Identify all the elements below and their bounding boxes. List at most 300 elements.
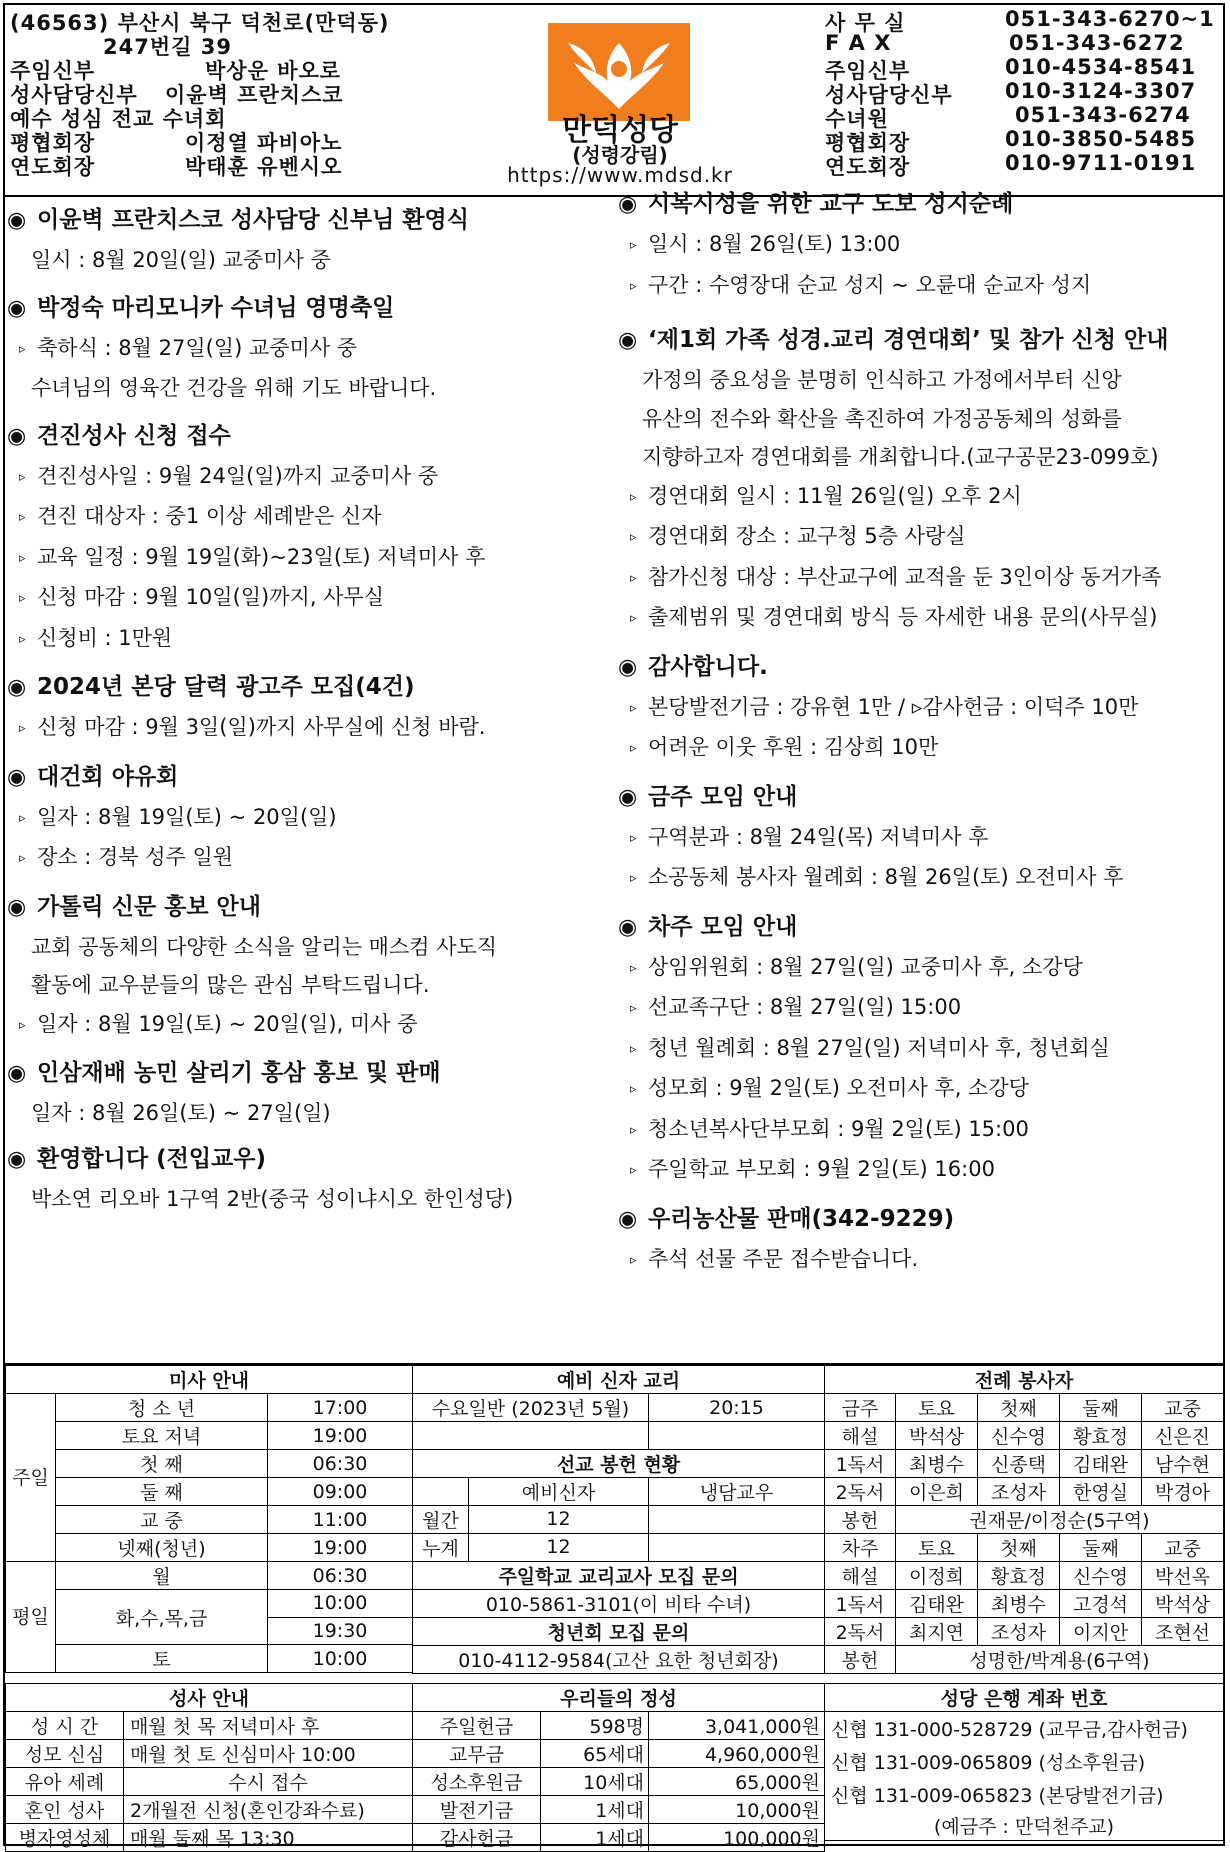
offering-label: 감사헌금 <box>413 1824 541 1852</box>
announcement-title <box>7 1139 607 1180</box>
bank-account: 신협 131-000-528729 (교무금,감사헌금) <box>825 1712 1224 1746</box>
mass-name: 화,수,목,금 <box>56 1590 268 1645</box>
announcement-line-text: 청년 월례회 : 8월 27일(일) 저녁미사 후, 청년회실 <box>648 1035 1110 1060</box>
mission-row-label: 누계 <box>413 1533 469 1561</box>
servers-role: 봉헌 <box>825 1506 896 1534</box>
header-right-label: 성사담당신부 <box>825 83 953 107</box>
servers-cell: 신수영 <box>978 1422 1060 1450</box>
sacrament-info: 매월 첫 토 신심미사 10:00 <box>124 1740 413 1768</box>
announcement-block <box>618 184 1218 306</box>
announcement-title-text: 견진성사 신청 접수 <box>37 422 231 449</box>
announcement-line <box>7 329 607 370</box>
announcement-title <box>618 907 1218 948</box>
servers-cell: 남수현 <box>1142 1450 1224 1478</box>
mass-name: 토 <box>56 1645 268 1673</box>
bullseye-icon: ◉ <box>7 894 27 920</box>
triangle-bullet-icon: ▹ <box>630 700 637 716</box>
triangle-bullet-icon: ▹ <box>19 469 26 485</box>
bank-accounts-table <box>824 1683 1224 1841</box>
announcement-block <box>7 200 607 280</box>
servers-cell: 최병수 <box>896 1450 978 1478</box>
offering-label: 성소후원금 <box>413 1768 541 1796</box>
bullseye-icon: ◉ <box>618 328 638 353</box>
servers-cell: 한영실 <box>1060 1478 1142 1506</box>
announcement-line <box>618 1150 1218 1191</box>
announcement-line-text: 상임위원회 : 8월 27일(일) 교중미사 후, 소강당 <box>648 954 1083 979</box>
announcement-block <box>7 667 607 749</box>
announcement-line <box>618 948 1218 989</box>
announcement-title <box>618 777 1218 818</box>
bank-holder: (예금주 : 만덕천주교) <box>825 1811 1224 1841</box>
announcements-right-column <box>618 184 1218 1280</box>
liturgy-servers-table <box>824 1365 1224 1674</box>
announcement-line <box>618 688 1218 729</box>
header-right-value: 010-3850-5485 <box>1005 127 1197 151</box>
servers-role: 2독서 <box>825 1618 896 1646</box>
servers-cell: 박석상 <box>896 1422 978 1450</box>
announcement-line <box>7 928 607 967</box>
bank-account: 신협 131-009-065823 (본당발전기금) <box>825 1778 1224 1811</box>
mission-col-header: 냉담교우 <box>649 1477 825 1505</box>
bullseye-icon: ◉ <box>7 764 27 790</box>
bulletin-header <box>5 5 1223 197</box>
catechism-class: 수요일반 (2023년 5월) <box>413 1394 649 1422</box>
mass-time: 06:30 <box>268 1450 413 1478</box>
offering-amount: 10,000원 <box>649 1796 825 1824</box>
servers-cell: 최병수 <box>978 1590 1060 1618</box>
servers-header: 토요 <box>896 1394 978 1422</box>
announcement-line <box>618 266 1218 307</box>
announcement-line <box>618 988 1218 1029</box>
sacrament-label: 혼인 성사 <box>6 1796 124 1824</box>
servers-role: 1독서 <box>825 1590 896 1618</box>
announcement-line-text: 일자 : 8월 19일(토) ~ 20일(일), 미사 중 <box>37 1011 418 1036</box>
announcement-title <box>7 288 607 329</box>
catechism-time: 20:15 <box>649 1394 825 1422</box>
mass-schedule-table <box>5 1365 413 1673</box>
bullseye-icon: ◉ <box>7 675 27 700</box>
announcement-line-text: 어려운 이웃 후원 : 김상희 10만 <box>648 735 939 759</box>
youth-contact: 010-4112-9584(고산 요한 청년회장) <box>413 1645 825 1673</box>
sacrament-info: 2개월전 신청(혼인강좌수료) <box>124 1796 413 1824</box>
sacrament-label: 성 시 간 <box>6 1712 124 1740</box>
servers-role: 해설 <box>825 1422 896 1450</box>
servers-cell: 김태완 <box>896 1590 978 1618</box>
announcement-line <box>618 438 1218 477</box>
header-left-label: 성사담당신부 <box>10 83 138 107</box>
mission-col-header: 예비신자 <box>469 1477 649 1505</box>
announcement-title <box>7 416 607 457</box>
church-subtitle: (성령강림) <box>572 143 668 167</box>
mass-name: 월 <box>56 1562 268 1590</box>
announcement-line <box>7 1094 607 1133</box>
sacrament-info: 매월 둘째 목 13:30 <box>124 1824 413 1852</box>
address-line-1: (46563) 부산시 북구 덕천로(만덕동) <box>10 11 390 35</box>
servers-header: 교중 <box>1142 1394 1224 1422</box>
triangle-bullet-icon: ▹ <box>630 489 637 505</box>
servers-cell: 신종택 <box>978 1450 1060 1478</box>
offering-count: 1세대 <box>541 1796 649 1824</box>
announcement-line-text: 일시 : 8월 26일(토) 13:00 <box>648 232 901 256</box>
announcement-line-text: 출제범위 및 경연대회 방식 등 자세한 내용 문의(사무실) <box>648 605 1158 629</box>
announcement-title-text: 2024년 본당 달력 광고주 모집(4건) <box>37 674 415 700</box>
announcement-line <box>618 1029 1218 1070</box>
announcement-title <box>618 1199 1218 1240</box>
sacraments-table <box>5 1683 413 1852</box>
header-right-label: 연도회장 <box>825 155 911 179</box>
mass-time: 17:00 <box>268 1394 413 1422</box>
announcement-block <box>7 1139 607 1219</box>
announcement-line <box>7 578 607 619</box>
mass-name: 청 소 년 <box>56 1394 268 1422</box>
header-right-value: 010-3124-3307 <box>1005 79 1197 103</box>
mass-name: 토요 저녁 <box>56 1422 268 1450</box>
announcement-line-text: 소공동체 봉사자 월례회 : 8월 26일(토) 오전미사 후 <box>648 865 1124 889</box>
bullseye-icon: ◉ <box>7 208 27 233</box>
announcement-title <box>618 320 1218 361</box>
announcement-line <box>7 838 607 879</box>
announcement-line-text: 지향하고자 경연대회를 개최합니다.(교구공문23-099호) <box>642 445 1159 469</box>
announcement-line-text: 일자 : 8월 26일(토) ~ 27일(일) <box>31 1101 331 1125</box>
servers-header: 둘째 <box>1060 1394 1142 1422</box>
triangle-bullet-icon: ▹ <box>630 960 637 976</box>
announcement-line-text: 축하식 : 8월 27일(일) 교중미사 중 <box>37 335 358 360</box>
announcement-line-text: 장소 : 경북 성주 일원 <box>37 845 234 869</box>
mass-time: 11:00 <box>268 1506 413 1534</box>
bank-account: 신협 131-009-065809 (성소후원금) <box>825 1745 1224 1778</box>
announcement-line <box>618 598 1218 639</box>
sacrament-label: 병자영성체 <box>6 1824 124 1852</box>
bullseye-icon: ◉ <box>618 914 638 940</box>
header-right-value: 010-4534-8541 <box>1005 55 1197 79</box>
offering-label: 발전기금 <box>413 1796 541 1824</box>
header-left-value: 박상운 바오로 <box>205 59 342 83</box>
announcement-title-text: 차주 모임 안내 <box>648 913 798 940</box>
triangle-bullet-icon: ▹ <box>19 1017 26 1033</box>
bullseye-icon: ◉ <box>7 295 27 321</box>
announcement-line-text: 주일학교 부모회 : 9월 2일(토) 16:00 <box>648 1157 995 1181</box>
offering-count: 1세대 <box>541 1824 649 1852</box>
announcement-line-text: 신청 마감 : 9월 10일(일)까지, 사무실 <box>37 585 385 609</box>
header-left-label: 예수 성심 전교 수녀회 <box>10 107 227 131</box>
mass-time: 10:00 <box>268 1645 413 1673</box>
announcement-title-text: 인삼재배 농민 살리기 홍삼 홍보 및 판매 <box>37 1060 441 1086</box>
announcement-block <box>7 1053 607 1133</box>
announcement-line <box>7 369 607 408</box>
announcement-line <box>7 538 607 579</box>
announcement-line-text: 참가신청 대상 : 부산교구에 교적을 둔 3인이상 동거가족 <box>648 564 1162 589</box>
mass-time: 19:00 <box>268 1422 413 1450</box>
announcement-line-text: 구역분과 : 8월 24일(목) 저녁미사 후 <box>648 824 989 849</box>
announcements <box>5 191 1223 1360</box>
triangle-bullet-icon: ▹ <box>630 1252 637 1268</box>
announcement-line <box>618 361 1218 400</box>
announcement-line <box>618 400 1218 439</box>
announcement-line <box>618 225 1218 266</box>
triangle-bullet-icon: ▹ <box>19 591 26 606</box>
announcement-line <box>7 457 607 498</box>
offerings-table <box>412 1683 825 1852</box>
mass-name: 첫 째 <box>56 1450 268 1478</box>
mass-name: 둘 째 <box>56 1478 268 1506</box>
servers-cell: 이지안 <box>1060 1618 1142 1646</box>
announcement-title <box>7 757 607 798</box>
sacrament-label: 유아 세례 <box>6 1768 124 1796</box>
offering-count: 65세대 <box>541 1740 649 1768</box>
announcement-title-text: 이윤벽 프란치스코 성사담당 신부님 환영식 <box>37 207 469 233</box>
sunday-school-contact: 010-5861-3101(이 비타 수녀) <box>413 1589 825 1617</box>
bullseye-icon: ◉ <box>618 784 638 810</box>
mass-time: 06:30 <box>268 1562 413 1590</box>
header-right-label: 사 무 실 <box>825 11 906 35</box>
servers-header: 토요 <box>896 1534 978 1562</box>
triangle-bullet-icon: ▹ <box>630 238 637 253</box>
servers-cell: 최지연 <box>896 1618 978 1646</box>
offering-label: 주일헌금 <box>413 1712 541 1740</box>
mass-time: 19:30 <box>268 1617 413 1645</box>
announcement-line <box>618 728 1218 769</box>
announcement-title-text: 대건회 야유회 <box>37 763 179 790</box>
servers-offering: 성명한/박계용(6구역) <box>896 1646 1224 1674</box>
servers-cell: 조성자 <box>978 1478 1060 1506</box>
announcement-line-text: 경연대회 일시 : 11월 26일(일) 오후 2시 <box>648 483 1022 508</box>
announcement-title-text: 시복시성을 위한 교구 도보 성지순례 <box>648 191 1014 217</box>
announcement-line-text: 청소년복사단부모회 : 9월 2일(토) 15:00 <box>648 1116 1029 1141</box>
announcement-line-text: 일시 : 8월 20일(일) 교중미사 중 <box>31 248 331 272</box>
servers-offering: 권재문/이정순(5구역) <box>896 1506 1224 1534</box>
announcement-title <box>7 200 607 241</box>
header-right-value: 051-343-6274 <box>1015 103 1191 127</box>
header-right-label: 수녀원 <box>825 107 889 131</box>
servers-role: 봉헌 <box>825 1646 896 1674</box>
mission-value: 12 <box>469 1533 649 1561</box>
bullseye-icon: ◉ <box>618 654 638 680</box>
announcement-line-text: 본당발전기금 : 강유현 1만 / ▹감사헌금 : 이덕주 10만 <box>648 694 1139 719</box>
announcement-block <box>618 907 1218 1191</box>
servers-cell: 황효정 <box>1060 1422 1142 1450</box>
sacraments-title: 성사 안내 <box>6 1684 413 1712</box>
triangle-bullet-icon: ▹ <box>630 871 637 886</box>
offering-label: 교무금 <box>413 1740 541 1768</box>
announcement-line-text: 박소연 리오바 1구역 2반(중국 성이냐시오 한인성당) <box>31 1186 514 1211</box>
announcement-line <box>618 1110 1218 1151</box>
triangle-bullet-icon: ▹ <box>630 278 637 294</box>
header-right-label: 평협회장 <box>825 131 911 155</box>
sunday-label: 주일 <box>6 1394 56 1562</box>
offering-amount: 4,960,000원 <box>649 1740 825 1768</box>
announcement-line-text: 수녀님의 영육간 건강을 위해 기도 바랍니다. <box>31 376 437 400</box>
announcement-block <box>7 757 607 879</box>
header-right-label: F A X <box>825 31 892 55</box>
announcement-block <box>7 416 607 660</box>
announcement-line <box>618 1240 1218 1281</box>
mission-row-label: 월간 <box>413 1505 469 1533</box>
youth-title: 청년회 모집 문의 <box>413 1617 825 1645</box>
triangle-bullet-icon: ▹ <box>630 1041 637 1057</box>
announcement-title <box>7 667 607 708</box>
triangle-bullet-icon: ▹ <box>19 631 26 647</box>
announcements-left-column <box>7 200 607 1218</box>
announcement-line <box>7 241 607 280</box>
announcement-block <box>618 1199 1218 1281</box>
announcement-title-text: 박정숙 마리모니카 수녀님 영명축일 <box>37 294 395 321</box>
triangle-bullet-icon: ▹ <box>19 721 26 736</box>
announcement-line-text: 구간 : 수영장대 순교 성지 ~ 오륜대 순교자 성지 <box>648 272 1092 297</box>
servers-title: 전례 봉사자 <box>825 1366 1224 1394</box>
announcement-title-text: 환영합니다 (전입교우) <box>37 1145 266 1172</box>
announcement-line-text: 신청비 : 1만원 <box>37 625 173 650</box>
servers-cell: 박경아 <box>1142 1478 1224 1506</box>
announcement-line-text: 유산의 전수와 확산을 촉진하여 가정공동체의 성화를 <box>642 406 1122 431</box>
announcement-line-text: 신청 마감 : 9월 3일(일)까지 사무실에 신청 바람. <box>37 715 486 739</box>
announcement-line-text: 견진 대상자 : 중1 이상 세례받은 신자 <box>37 504 382 528</box>
announcement-block <box>618 647 1218 769</box>
announcement-line <box>7 708 607 749</box>
weekday-label: 평일 <box>6 1562 56 1673</box>
announcement-block <box>618 777 1218 899</box>
servers-cell: 신은진 <box>1142 1422 1224 1450</box>
announcement-line-text: 활동에 교우분들의 많은 관심 부탁드립니다. <box>31 973 430 997</box>
offering-count: 10세대 <box>541 1768 649 1796</box>
header-left-label: 주임신부 <box>10 59 96 83</box>
bullseye-icon: ◉ <box>7 1146 27 1172</box>
announcement-title <box>7 887 607 928</box>
mass-time: 19:00 <box>268 1534 413 1562</box>
announcement-title <box>618 647 1218 688</box>
mission-title: 선교 봉헌 현황 <box>413 1449 825 1477</box>
servers-cell: 이정희 <box>896 1562 978 1590</box>
announcement-title <box>618 184 1218 225</box>
catechism-title: 예비 신자 교리 <box>413 1366 825 1394</box>
servers-role: 1독서 <box>825 1450 896 1478</box>
announcement-line-text: 견진성사일 : 9월 24일(일)까지 교중미사 중 <box>37 463 439 488</box>
servers-cell: 김태완 <box>1060 1450 1142 1478</box>
church-name: 만덕성당 <box>562 113 678 148</box>
announcement-line <box>7 1005 607 1046</box>
triangle-bullet-icon: ▹ <box>630 1163 637 1178</box>
announcement-title <box>7 1053 607 1094</box>
announcement-line <box>7 497 607 538</box>
header-right-value: 051-343-6272 <box>1009 31 1185 55</box>
bullseye-icon: ◉ <box>618 1206 638 1232</box>
triangle-bullet-icon: ▹ <box>630 1122 637 1138</box>
announcement-line <box>7 619 607 660</box>
header-left-label: 평협회장 <box>10 131 96 155</box>
servers-cell: 고경석 <box>1060 1590 1142 1618</box>
header-left-value: 이윤벽 프란치스코 <box>165 83 344 107</box>
servers-cell: 조현선 <box>1142 1618 1224 1646</box>
sacrament-info: 수시 접수 <box>124 1768 413 1796</box>
header-right-label: 주임신부 <box>825 59 911 83</box>
mass-time: 09:00 <box>268 1478 413 1506</box>
announcement-line-text: 가정의 중요성을 분명히 인식하고 가정에서부터 신앙 <box>642 368 1122 392</box>
triangle-bullet-icon: ▹ <box>630 741 637 756</box>
info-tables <box>5 1363 1223 1850</box>
header-left-label: 연도회장 <box>10 155 96 179</box>
announcement-line-text: 성모회 : 9월 2일(토) 오전미사 후, 소강당 <box>648 1076 1029 1100</box>
bullseye-icon: ◉ <box>618 192 638 217</box>
announcement-title-text: 감사합니다. <box>648 653 768 680</box>
announcement-line <box>618 558 1218 599</box>
triangle-bullet-icon: ▹ <box>19 341 26 357</box>
triangle-bullet-icon: ▹ <box>630 1082 637 1097</box>
church-url-link[interactable]: https://www.mdsd.kr <box>507 163 733 187</box>
header-right-value: 051-343-6270~1 <box>1005 7 1215 31</box>
announcement-line-text: 선교족구단 : 8월 27일(일) 15:00 <box>648 995 962 1019</box>
header-right-value: 010-9711-0191 <box>1005 151 1197 175</box>
bullseye-icon: ◉ <box>7 423 27 449</box>
servers-header: 교중 <box>1142 1534 1224 1562</box>
triangle-bullet-icon: ▹ <box>19 810 26 826</box>
announcement-line <box>7 798 607 839</box>
offering-amount: 65,000원 <box>649 1768 825 1796</box>
announcement-line <box>618 1069 1218 1110</box>
announcement-line-text: 교회 공동체의 다양한 소식을 알리는 매스컴 사도직 <box>31 934 498 959</box>
triangle-bullet-icon: ▹ <box>630 570 637 586</box>
mass-name: 교 중 <box>56 1506 268 1534</box>
sacrament-info: 매월 첫 목 저녁미사 후 <box>124 1712 413 1740</box>
announcement-line-text: 추석 선물 주문 접수받습니다. <box>648 1246 919 1271</box>
servers-cell: 박선옥 <box>1142 1562 1224 1590</box>
bank-title: 성당 은행 계좌 번호 <box>825 1684 1224 1712</box>
servers-cell: 이은희 <box>896 1478 978 1506</box>
mass-schedule-title: 미사 안내 <box>6 1366 413 1394</box>
announcement-block <box>7 887 607 1046</box>
triangle-bullet-icon: ▹ <box>19 851 26 866</box>
triangle-bullet-icon: ▹ <box>19 510 26 525</box>
mass-time: 10:00 <box>268 1590 413 1618</box>
announcement-line <box>618 858 1218 899</box>
offering-amount: 3,041,000원 <box>649 1712 825 1740</box>
sunday-school-title: 주일학교 교리교사 모집 문의 <box>413 1561 825 1589</box>
servers-header: 첫째 <box>978 1394 1060 1422</box>
servers-header: 첫째 <box>978 1534 1060 1562</box>
servers-header: 둘째 <box>1060 1534 1142 1562</box>
announcement-line <box>618 517 1218 558</box>
offering-amount: 100,000원 <box>649 1824 825 1852</box>
servers-cell: 박석상 <box>1142 1590 1224 1618</box>
announcement-line <box>618 818 1218 859</box>
header-left-value: 박태훈 유벤시오 <box>185 155 343 179</box>
triangle-bullet-icon: ▹ <box>630 1001 637 1016</box>
offering-count: 598명 <box>541 1712 649 1740</box>
triangle-bullet-icon: ▹ <box>630 611 637 626</box>
triangle-bullet-icon: ▹ <box>630 830 637 846</box>
bullseye-icon: ◉ <box>7 1061 27 1086</box>
servers-header: 차주 <box>825 1534 896 1562</box>
announcement-line <box>7 966 607 1005</box>
announcement-block <box>7 288 607 408</box>
servers-header: 금주 <box>825 1394 896 1422</box>
announcement-title-text: 가톨릭 신문 홍보 안내 <box>37 893 261 920</box>
announcement-line <box>7 1180 607 1219</box>
servers-cell: 조성자 <box>978 1618 1060 1646</box>
catechism-table <box>412 1365 825 1674</box>
announcement-line-text: 경연대회 장소 : 교구청 5층 사랑실 <box>648 524 966 548</box>
servers-cell: 황효정 <box>978 1562 1060 1590</box>
offerings-title: 우리들의 정성 <box>413 1684 825 1712</box>
announcement-line-text: 일자 : 8월 19일(토) ~ 20일(일) <box>37 804 337 829</box>
servers-role: 해설 <box>825 1562 896 1590</box>
mission-value: 12 <box>469 1505 649 1533</box>
mass-name: 넷째(청년) <box>56 1534 268 1562</box>
announcement-title-text: ‘제1회 가족 성경.교리 경연대회’ 및 참가 신청 안내 <box>648 327 1169 353</box>
servers-cell: 신수영 <box>1060 1562 1142 1590</box>
announcement-line <box>618 477 1218 518</box>
triangle-bullet-icon: ▹ <box>630 530 637 545</box>
announcement-line-text: 교육 일정 : 9월 19일(화)~23일(토) 저녁미사 후 <box>37 544 486 569</box>
header-left-value: 이정열 파비아노 <box>185 131 343 155</box>
